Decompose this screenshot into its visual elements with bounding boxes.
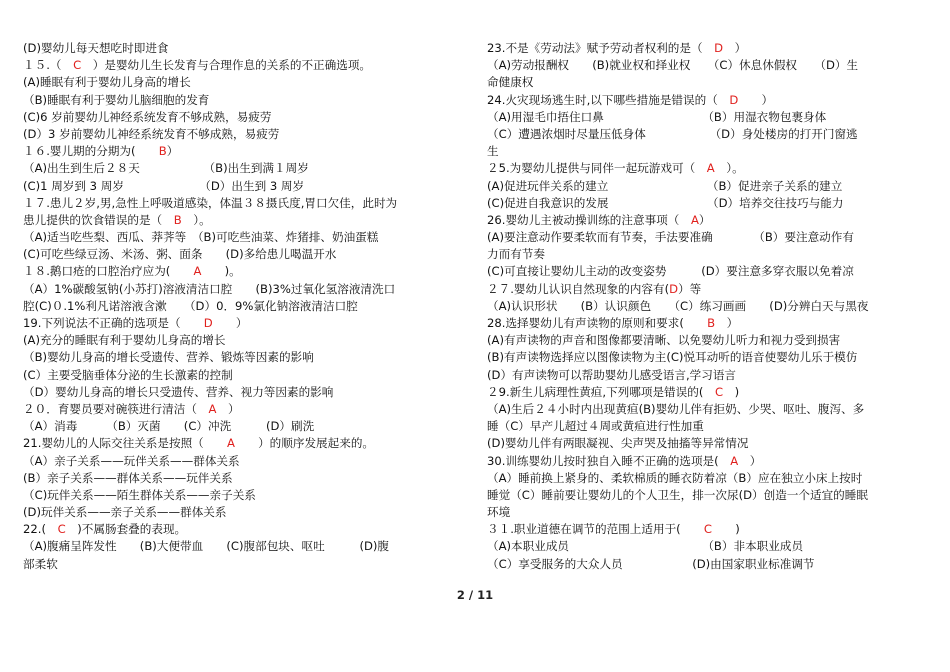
text-segment: (D）3 岁前婴幼儿神经系统发育不够成熟，易疲劳: [23, 126, 280, 141]
text-segment: (C）主要受脑垂体分泌的生长激素的控制: [23, 367, 233, 382]
text-line: [23, 195, 479, 212]
text-segment: （A)劳动报酬权 (B)就业权和择业权 （C）休息休假权 （D）生: [487, 58, 859, 73]
text-segment: (C)促进自我意识的发展 （D）培养交往技巧与能力: [487, 195, 844, 210]
text-line: [487, 521, 943, 538]
text-segment: (A)促进玩伴关系的建立 （B）促进亲子关系的建立: [487, 178, 843, 193]
text-segment: （A)本职业成员 （B）非本职业成员: [487, 539, 804, 554]
text-segment: （D）婴幼儿身高的增长只受遗传、营养、视力等因素的影响: [23, 384, 334, 399]
text-segment: (D)婴幼儿伴有两眼凝视、尖声哭及抽搐等异常情况: [487, 436, 749, 451]
page-indicator: 2 / 11: [456, 588, 494, 602]
text-segment: （A）消毒 （B）灭菌 (C）冲洗 (D）刷洗: [23, 419, 315, 434]
right-column: [487, 40, 943, 573]
answer-mark: D: [203, 316, 213, 330]
text-line: [23, 92, 479, 109]
text-line: [23, 40, 479, 57]
text-segment: （A)认识形状 (B）认识颜色 （C）练习画画 (D)分辨白天与黑夜: [487, 298, 869, 313]
text-line: [487, 92, 943, 109]
text-segment: １８.鹅口疮的口腔治疗应为(: [23, 264, 194, 279]
text-segment: ）: [738, 92, 774, 107]
left-column: [23, 40, 479, 573]
text-line: [487, 212, 943, 229]
text-segment: ）的顺序发展起来的。: [234, 436, 375, 451]
text-line: [23, 126, 479, 143]
text-segment: （B)睡眠有利于婴幼儿脑细胞的发育: [23, 92, 210, 107]
text-segment: 命健康权: [487, 75, 534, 90]
text-segment: （A)适当吃些梨、西瓜、莽荠等 （B)可吃些油菜、炸猪排、奶油蛋糕: [23, 230, 379, 245]
text-line: [23, 521, 479, 538]
text-segment: １７.患儿２岁,男,急性上呼吸道感染，体温３８摄氏度,胃口欠佳，此时为: [23, 195, 398, 210]
text-segment: ）是婴幼儿生长发育与合理作息的关系的不正确选项。: [81, 58, 372, 73]
text-line: [487, 143, 943, 160]
answer-mark: D: [714, 41, 724, 55]
text-line: [23, 556, 479, 573]
text-segment: (D）有声读物可以帮助婴幼儿感受语言,学习语言: [487, 367, 737, 382]
text-line: [23, 487, 479, 504]
text-line: [487, 126, 943, 143]
text-segment: 腔(C)０.1%利凡诺溶液含漱 （D）0．9%氯化钠溶液清洁口腔: [23, 298, 358, 313]
text-line: [487, 418, 943, 435]
answer-mark: C: [703, 522, 713, 537]
text-segment: 力而有节奏: [487, 247, 545, 262]
text-segment: 24.火灾现场逃生时,以下哪些措施是错误的（: [487, 92, 730, 107]
text-segment: （A)出生到生后２８天 （B)出生到满１周岁: [23, 161, 309, 176]
text-segment: １５.（: [23, 58, 74, 73]
text-line: [23, 349, 479, 366]
text-segment: ２5.为婴幼儿提供与同伴一起玩游戏可（: [487, 161, 707, 176]
text-line: [23, 384, 479, 401]
text-line: [23, 281, 479, 298]
text-segment: ）。: [181, 212, 211, 227]
text-line: [487, 470, 943, 487]
text-line: [23, 367, 479, 384]
text-line: [23, 332, 479, 349]
text-segment: １６.婴儿期的分期为(: [23, 144, 159, 159]
text-segment: 28.选择婴幼儿有声读物的原则和要求(: [487, 316, 708, 330]
text-line: [23, 504, 479, 521]
text-segment: ２9.新生儿病理性黄疸,下列哪项是错误的(: [487, 384, 715, 399]
text-line: [23, 298, 479, 315]
text-line: [23, 229, 479, 246]
text-line: [23, 143, 479, 160]
text-line: [487, 74, 943, 91]
text-segment: （C）遭遇浓烟时尽量压低身体 （D）身处楼房的打开门窗逃: [487, 126, 858, 141]
text-segment: (D)婴幼儿每天想吃时即进食: [23, 41, 169, 55]
text-line: [23, 263, 479, 280]
text-segment: （C）享受服务的大众人员 (D)由国家职业标准调节: [487, 556, 815, 571]
text-segment: (C)6 岁前婴幼儿神经系统发育不够成熟，易疲劳: [23, 109, 272, 124]
text-segment: (A)要注意动作要柔软而有节奏，手法要准确 （B）要注意动作有: [487, 230, 854, 245]
text-segment: 睡（C）早产儿超过４周或黄疸进行性加重: [487, 419, 704, 434]
text-segment: ）: [166, 144, 179, 159]
answer-mark: A: [690, 212, 699, 227]
text-segment: ）。: [714, 161, 744, 176]
text-segment: 22.(: [23, 522, 58, 537]
text-segment: ）: [216, 401, 240, 416]
text-line: [487, 246, 943, 263]
text-segment: （A)用湿毛巾捂住口鼻 （B）用湿衣物包裹身体: [487, 109, 827, 124]
text-segment: （B)婴幼儿身高的增长受遗传、营养、锻炼等因素的影响: [23, 350, 314, 365]
text-segment: （A)生后２４小时内出现黄疸(B)婴幼儿伴有拒奶、少哭、呕吐、腹泻、多: [487, 401, 865, 416]
text-line: [23, 57, 479, 74]
text-segment: (C)1 周岁到 3 周岁 （D）出生到 3 周岁: [23, 178, 305, 193]
text-segment: 环境: [487, 505, 511, 520]
text-segment: （A）亲子关系——玩伴关系——群体关系: [23, 453, 240, 468]
answer-mark: C: [57, 522, 66, 537]
text-line: [487, 57, 943, 74]
text-segment: (C)可直接让婴幼儿主动的改变姿势 (D）要注意多穿衣服以免着凉: [487, 264, 854, 279]
text-line: [487, 160, 943, 177]
text-line: [487, 538, 943, 555]
text-segment: (D)玩伴关系——亲子关系——群体关系: [23, 505, 227, 520]
text-segment: (A)充分的睡眠有利于婴幼儿身高的增长: [23, 333, 226, 348]
text-segment: 部柔软: [23, 556, 58, 571]
answer-mark: B: [707, 316, 716, 330]
text-line: [23, 538, 479, 555]
text-line: [487, 40, 943, 57]
text-line: [487, 263, 943, 280]
text-segment: 26.婴幼儿主被动操训练的注意事项（: [487, 212, 691, 227]
text-line: [487, 195, 943, 212]
text-line: [23, 470, 479, 487]
text-segment: 21.婴幼儿的人际交往关系是按照（: [23, 436, 227, 451]
text-segment: ２０．育婴员要对碗筷进行清洁（: [23, 401, 209, 416]
text-line: [487, 178, 943, 195]
text-line: [487, 384, 943, 401]
answer-mark: A: [226, 436, 235, 451]
text-segment: （C)玩伴关系——陌生群体关系——亲子关系: [23, 487, 256, 502]
text-line: [23, 246, 479, 263]
text-segment: (A)有声读物的声音和图像都要清晰、以免婴幼儿听力和视力受到损害: [487, 333, 841, 348]
text-segment: ): [723, 384, 740, 399]
text-line: [487, 435, 943, 452]
text-segment: )不属肠套叠的表现。: [65, 522, 187, 537]
text-line: [487, 367, 943, 384]
text-line: [23, 315, 479, 332]
answer-mark: A: [208, 401, 217, 416]
text-line: [23, 435, 479, 452]
text-segment: (B)有声读物选择应以图像读物为主(C)悦耳动听的语音使婴幼儿乐于模仿: [487, 350, 858, 365]
text-line: [23, 109, 479, 126]
text-segment: （A）睡前换上紧身的、柔软棉质的睡衣防着凉（B）应在独立小床上按时: [487, 470, 863, 485]
text-segment: ）: [212, 316, 248, 330]
text-segment: 23.不是《劳动法》赋予劳动者权利的是（: [487, 41, 715, 55]
text-line: [487, 401, 943, 418]
text-line: [487, 487, 943, 504]
text-line: [487, 281, 943, 298]
text-segment: ）: [738, 453, 762, 468]
text-line: [23, 453, 479, 470]
answer-mark: B: [158, 144, 167, 159]
text-segment: ）: [698, 212, 711, 227]
text-segment: ２７.婴幼儿认识自然现象的内容有(: [487, 281, 670, 296]
text-segment: (A)睡眠有利于婴幼儿身高的增长: [23, 75, 191, 90]
answer-mark: C: [714, 384, 724, 399]
answer-mark: C: [73, 58, 82, 73]
text-segment: ）等: [678, 281, 702, 296]
text-segment: （A）1%碳酸氢钠(小苏打)溶液清洁口腔 (B)3%过氧化氢溶液清洗口: [23, 281, 396, 296]
text-line: [487, 109, 943, 126]
text-line: [23, 160, 479, 177]
text-line: [487, 229, 943, 246]
text-line: [487, 453, 943, 470]
text-segment: 生: [487, 144, 499, 159]
text-segment: (C)可吃些绿豆汤、米汤、粥、面条 (D)多给患儿喝温开水: [23, 247, 337, 262]
text-line: [23, 74, 479, 91]
text-segment: ): [712, 522, 740, 537]
text-segment: ）: [723, 41, 747, 55]
text-segment: ３１.职业道德在调节的范围上适用于(: [487, 522, 704, 537]
text-segment: （A)腹痛呈阵发性 (B)大便带血 (C)腹部包块、呕吐 (D)腹: [23, 539, 390, 554]
text-line: [23, 418, 479, 435]
text-line: [487, 349, 943, 366]
text-line: [487, 298, 943, 315]
text-segment: )。: [201, 264, 241, 279]
text-line: [487, 315, 943, 332]
text-line: [487, 504, 943, 521]
answer-mark: A: [706, 161, 715, 176]
text-line: [23, 401, 479, 418]
text-segment: 19.下列说法不正确的选项是（: [23, 316, 204, 330]
text-line: [23, 178, 479, 195]
answer-mark: B: [173, 212, 182, 227]
text-line: [487, 332, 943, 349]
text-segment: 30.训练婴幼儿按时独自入睡不正确的选项是(: [487, 453, 731, 468]
text-line: [23, 212, 479, 229]
text-line: [487, 556, 943, 573]
text-segment: ）: [715, 316, 739, 330]
answer-mark: A: [730, 453, 739, 468]
answer-mark: D: [729, 92, 739, 107]
answer-mark: A: [193, 264, 202, 279]
text-segment: 睡觉（C）睡前要让婴幼儿的个人卫生，排一次尿(D）创造一个适宜的睡眠: [487, 487, 868, 502]
answer-mark: D: [669, 281, 679, 296]
text-segment: (B）亲子关系——群体关系——玩伴关系: [23, 470, 233, 485]
text-segment: 患儿提供的饮食错误的是（: [23, 212, 174, 227]
